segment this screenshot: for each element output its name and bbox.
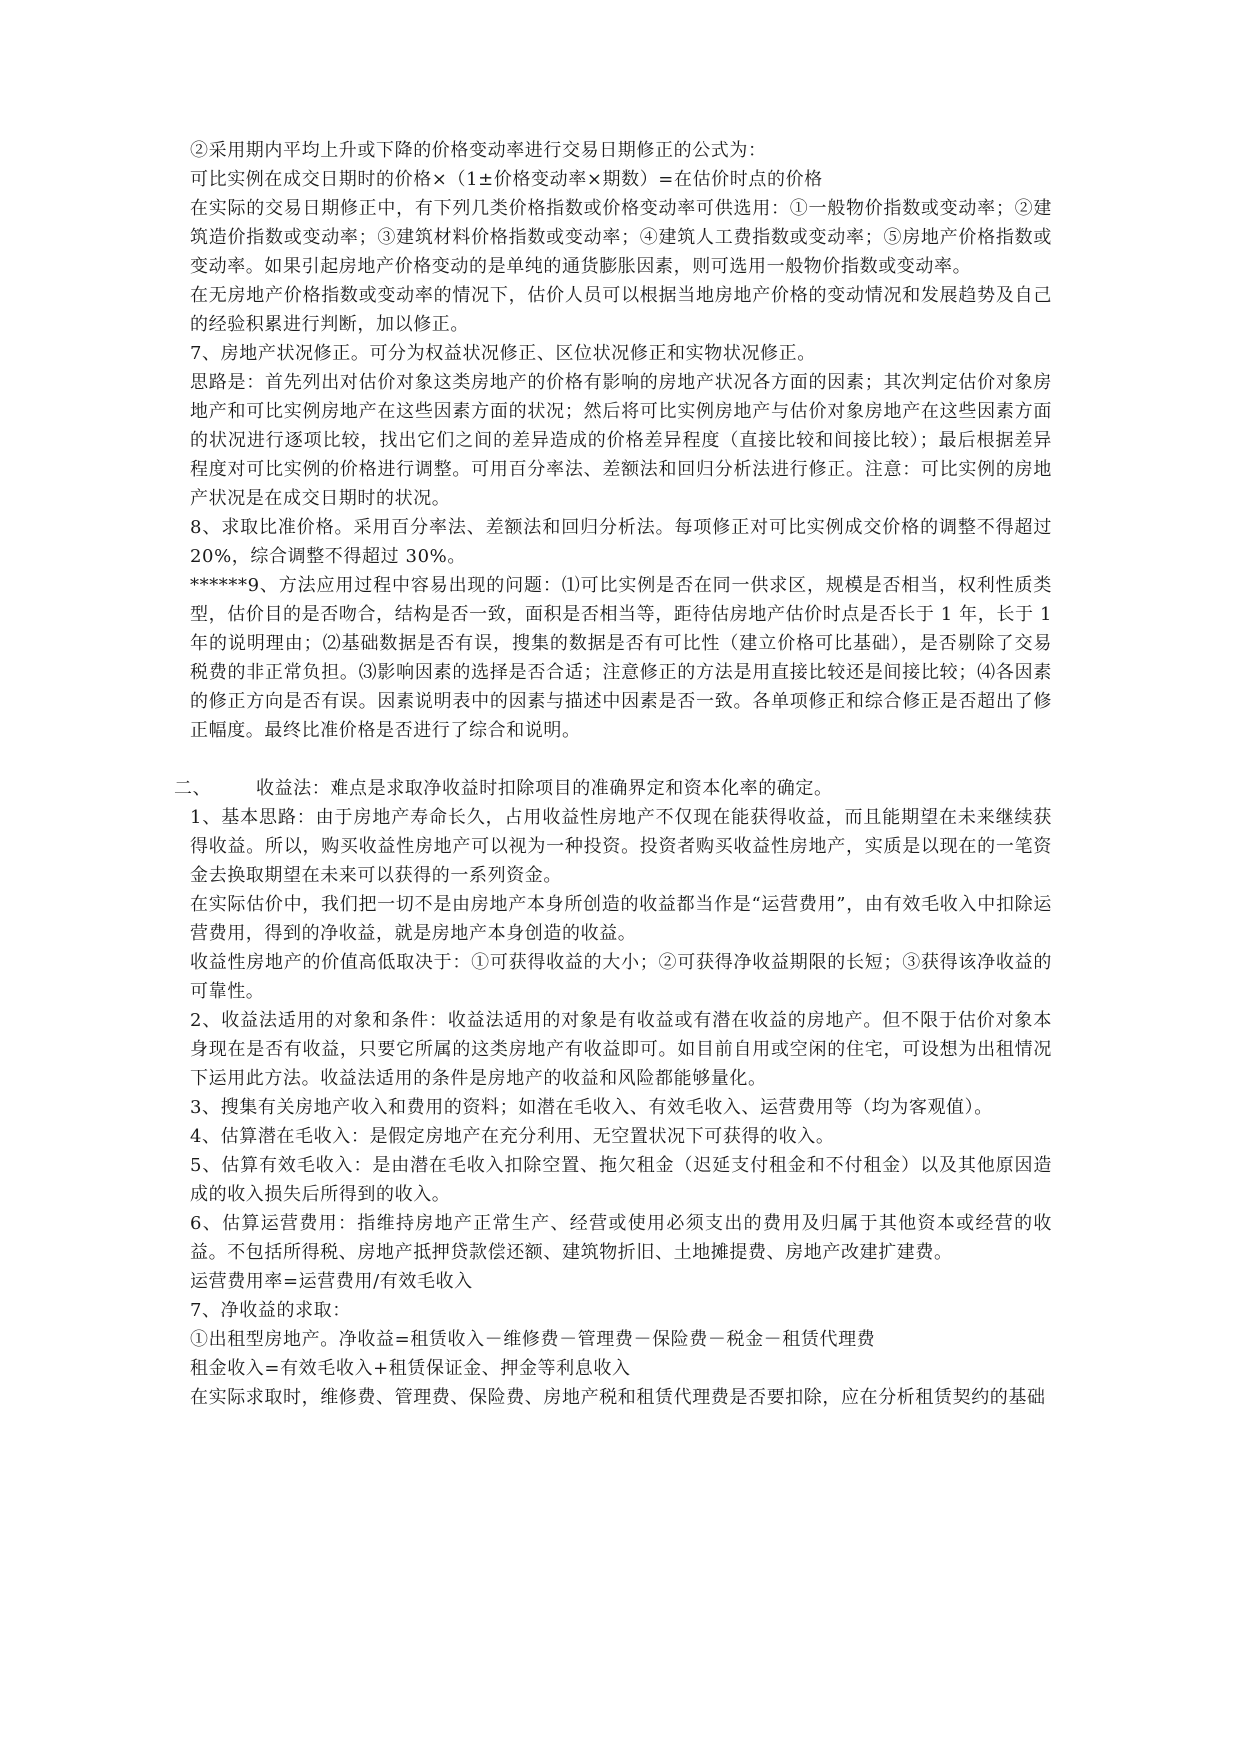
document-page	[174, 136, 1052, 1412]
section-title: 收益法：难点是求取净收益时扣除项目的准确界定和资本化率的确定。	[256, 778, 833, 799]
paragraph-basic-idea: 1、基本思路：由于房地产寿命长久，占用收益性房地产不仅现在能获得收益，而且能期望在未来继续获得收益。所以，购买收益性房地产可以视为一种投资。投资者购买收益性房地产，实质是以现在的一笔资金去换取期望在未来可以获得的一系列资金。	[190, 807, 1052, 886]
paragraph-formula-intro: ②采用期内平均上升或下降的价格变动率进行交易日期修正的公式为：	[190, 140, 767, 161]
paragraph-applicability: 2、收益法适用的对象和条件：收益法适用的对象是有收益或有潜在收益的房地产。但不限于估价对象本身现在是否有收益，只要它所属的这类房地产有收益即可。如目前自用或空闲的住宅，可设想为出租情况下运用此方法。收益法适用的条件是房地产的收益和风险都能够量化。	[190, 1010, 1052, 1089]
paragraph-operating-expense: 在实际估价中，我们把一切不是由房地产本身所创造的收益都当作是“运营费用”，由有效毛收入中扣除运营费用，得到的净收益，就是房地产本身创造的收益。	[190, 894, 1052, 944]
paragraph-deductions: 在实际求取时，维修费、管理费、保险费、房地产税和租赁代理费是否要扣除，应在分析租赁契约的基础	[190, 1387, 1046, 1408]
paragraph-rental-net-income: ①出租型房地产。净收益=租赁收入－维修费－管理费－保险费－税金－租赁代理费	[190, 1329, 876, 1350]
paragraph-cost-ratio: 运营费用率=运营费用/有效毛收入	[190, 1271, 473, 1292]
paragraph-operating-cost: 6、估算运营费用：指维持房地产正常生产、经营或使用必须支出的费用及归属于其他资本或经营的收益。不包括所得税、房地产抵押贷款偿还额、建筑物折旧、土地摊提费、房地产改建扩建费。	[190, 1213, 1052, 1263]
paragraph-approach: 思路是：首先列出对估价对象这类房地产的价格有影响的房地产状况各方面的因素；其次判定估价对象房地产和可比实例房地产在这些因素方面的状况；然后将可比实例房地产与估价对象房地产在这些因素方面的状况进行逐项比较，找出它们之间的差异造成的价格差异程度（直接比较和间接比较）；最后根据差异程度对可比实例的价格进行调整。可用百分率法、差额法和回归分析法进行修正。注意：可比实例的房地产状况是在成交日期时的状况。	[190, 372, 1052, 509]
paragraph-formula: 可比实例在成交日期时的价格×（1±价格变动率×期数）=在估价时点的价格	[190, 169, 823, 190]
blank-line	[190, 745, 1052, 774]
paragraph-potential-income: 4、估算潜在毛收入：是假定房地产在充分利用、无空置状况下可获得的收入。	[190, 1126, 835, 1147]
paragraph-no-index: 在无房地产价格指数或变动率的情况下，估价人员可以根据当地房地产价格的变动情况和发展趋势及自己的经验积累进行判断，加以修正。	[190, 285, 1052, 335]
paragraph-collect-data: 3、搜集有关房地产收入和费用的资料；如潜在毛收入、有效毛收入、运营费用等（均为客观值）。	[190, 1097, 993, 1118]
paragraph-item-7: 7、房地产状况修正。可分为权益状况修正、区位状况修正和实物状况修正。	[190, 343, 816, 364]
paragraph-rent-income: 租金收入=有效毛收入+租赁保证金、押金等利息收入	[190, 1358, 631, 1379]
paragraph-item-8: 8、求取比准价格。采用百分率法、差额法和回归分析法。每项修正对可比实例成交价格的调整不得超过20%，综合调整不得超过 30%。	[190, 517, 1052, 567]
paragraph-net-income-heading: 7、净收益的求取：	[190, 1300, 351, 1321]
paragraph-item-9: ******9、方法应用过程中容易出现的问题：⑴可比实例是否在同一供求区，规模是否相当，权利性质类型，估价目的是否吻合，结构是否一致，面积是否相当等，距待估房地产估价时点是否长于 1 年，长于 1 年的说明理由；⑵基础数据是否有误，搜集的数据是否有可比性（建立价格可比基础），是否剔除了交易税费的非正常负担。⑶影响因素的选择是否合适；注意修正的方法是用直接比较还是间接比较；⑷各因素的修正方向是否有误。因素说明表中的因素与描述中因素是否一致。各单项修正和综合修正是否超出了修正幅度。最终比准价格是否进行了综合和说明。	[190, 575, 1052, 741]
section-number: 二、	[174, 778, 212, 799]
paragraph-effective-income: 5、估算有效毛收入：是由潜在毛收入扣除空置、拖欠租金（迟延支付租金和不付租金）以及其他原因造成的收入损失后所得到的收入。	[190, 1155, 1052, 1205]
section-heading	[174, 774, 1052, 803]
paragraph-value-factors: 收益性房地产的价值高低取决于：①可获得收益的大小；②可获得净收益期限的长短；③获得该净收益的可靠性。	[190, 952, 1052, 1002]
paragraph-index-options: 在实际的交易日期修正中，有下列几类价格指数或价格变动率可供选用：①一般物价指数或变动率；②建筑造价指数或变动率；③建筑材料价格指数或变动率；④建筑人工费指数或变动率；⑤房地产价格指数或变动率。如果引起房地产价格变动的是单纯的通货膨胀因素，则可选用一般物价指数或变动率。	[190, 198, 1052, 277]
